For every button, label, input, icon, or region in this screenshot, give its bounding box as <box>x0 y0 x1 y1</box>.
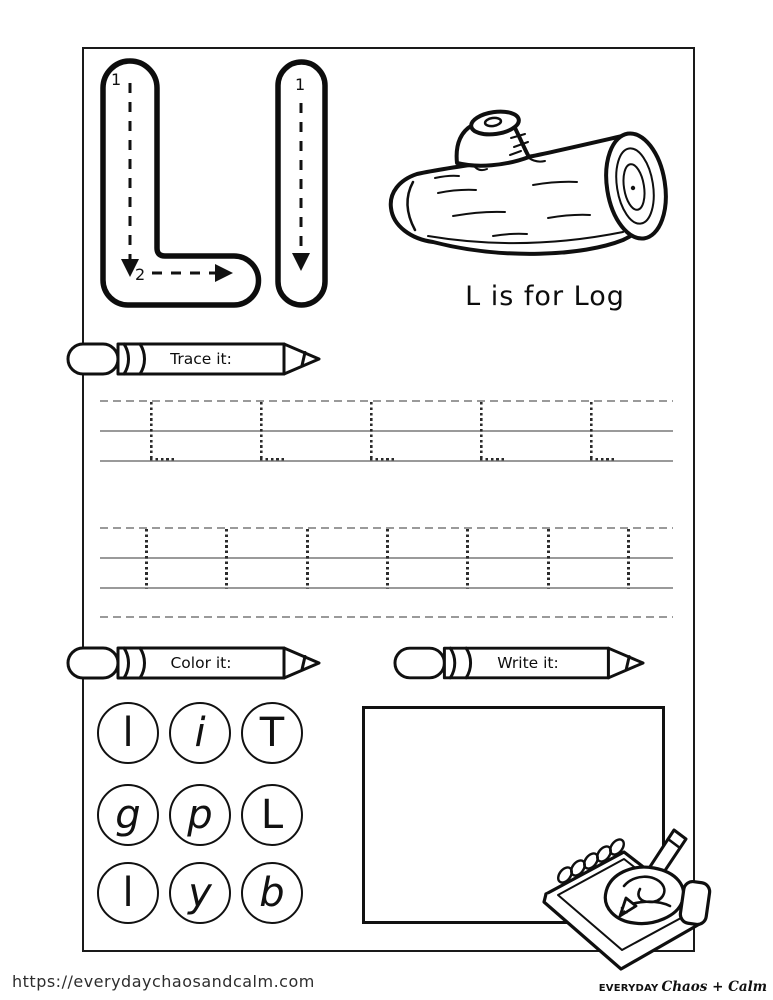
letter-circle: p <box>169 784 231 846</box>
dotted-letter-L <box>150 402 174 461</box>
color-banner <box>66 646 321 680</box>
write-banner-label: Write it: <box>497 654 559 672</box>
dotted-letter-l <box>145 529 148 589</box>
brand-logo <box>599 976 767 995</box>
letter-circle: T <box>241 702 303 764</box>
guide-line-dashed <box>100 616 673 618</box>
write-banner <box>393 646 645 680</box>
letter-circle: l <box>97 862 159 924</box>
trace-glyphs-art <box>95 55 330 310</box>
dotted-letter-l <box>306 529 309 589</box>
brand-logo-bold: EVERYDAY <box>598 983 659 994</box>
dotted-letter-L <box>480 402 504 461</box>
trace-banner-label: Trace it: <box>170 350 232 368</box>
dotted-letter-l <box>386 529 389 589</box>
color-banner-label: Color it: <box>170 654 232 672</box>
dotted-letter-l <box>547 529 550 589</box>
hand-writing-notepad-illustration <box>536 826 711 966</box>
dotted-letter-l <box>225 529 228 589</box>
uppercase-stroke2-number: 2 <box>135 265 146 284</box>
trace-banner <box>66 342 321 376</box>
letter-circle: L <box>241 784 303 846</box>
letter-circle: g <box>97 784 159 846</box>
letter-circle: i <box>169 702 231 764</box>
dotted-letter-L <box>370 402 394 461</box>
dotted-letter-l <box>627 529 630 589</box>
letter-circle: b <box>241 862 303 924</box>
dotted-letter-L <box>590 402 614 461</box>
caption-text: L is for Log <box>465 281 625 312</box>
brand-logo-script: Chaos + Calm <box>661 979 767 995</box>
letter-circle: l <box>97 702 159 764</box>
dotted-letter-l <box>466 529 469 589</box>
lowercase-stroke1-number: 1 <box>295 75 306 94</box>
dotted-letter-L <box>260 402 284 461</box>
letter-circle: y <box>169 862 231 924</box>
footer-url: https://everydaychaosandcalm.com <box>12 972 315 991</box>
log-illustration <box>383 90 678 268</box>
uppercase-stroke1-number: 1 <box>111 70 122 89</box>
